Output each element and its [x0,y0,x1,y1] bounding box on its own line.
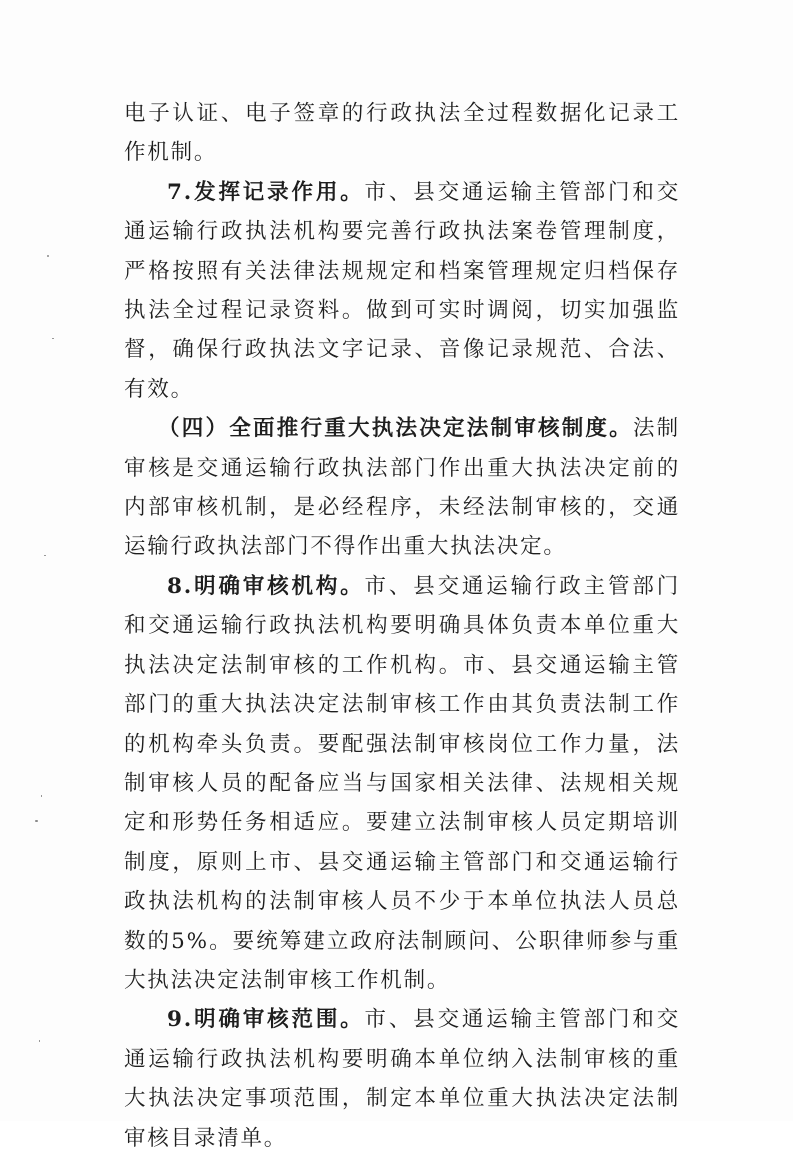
paragraph-heading: 9.明确审核范围。 [167,1007,365,1033]
scan-mark [52,338,54,339]
scan-mark [44,555,46,556]
scan-mark [39,1040,40,1042]
scan-mark [35,820,38,822]
paragraph-text: 市、县交通运输行政主管部门和交通运输行政执法机构要明确具体负责本单位重大执法决定法制审核的工作机构。市、县交通运输主管部门的重大执法决定法制审核工作由其负责法制工作的机构牵头负责。要配强法制审核岗位工作力量，法制审核人员的配备应当与国家相关法律、法规相关规定和形势任务相适应。要建立法制审核人员定期培训制度，原则上市、县交通运输主管部门和交通运输行政执法机构的法制审核人员不少于本单位执法人员总数的5%。要统筹建立政府法制顾问、公职律师参与重大执法决定法制审核工作机制。 [124,573,680,993]
paragraph-text: 市、县交通运输主管部门和交通运输行政执法机构要完善行政执法案卷管理制度，严格按照有关法律法规规定和档案管理规定归档保存执法全过程记录资料。做到可实时调阅，切实加强监督，确保行政执法文字记录、音像记录规范、合法、有效。 [124,179,680,402]
paragraph-text: 法制审核是交通运输行政执法部门作出重大执法决定前的内部审核机制，是必经程序，未经法制审核的，交通运输行政执法部门不得作出重大执法决定。 [124,416,680,560]
paragraph-text: 电子认证、电子签章的行政执法全过程数据化记录工作机制。 [124,101,680,166]
scan-mark [41,795,42,797]
paragraph-continuation [124,94,680,173]
paragraph-record-usage [124,173,680,409]
body-text [124,94,680,1158]
paragraph-heading: 7.发挥记录作用。 [167,179,365,205]
paragraph-heading: 8.明确审核机构。 [167,573,365,599]
scan-mark [47,255,49,257]
paragraph-review-agency [124,567,680,1000]
section-heading: （四）全面推行重大执法决定法制审核制度。 [158,416,633,442]
paragraph-section-four [124,409,680,567]
paragraph-text: 市、县交通运输主管部门和交通运输行政执法机构要明确本单位纳入法制审核的重大执法决定事项范围，制定本单位重大执法决定法制审核目录清单。 [124,1007,680,1151]
paragraph-review-scope [124,1000,680,1158]
